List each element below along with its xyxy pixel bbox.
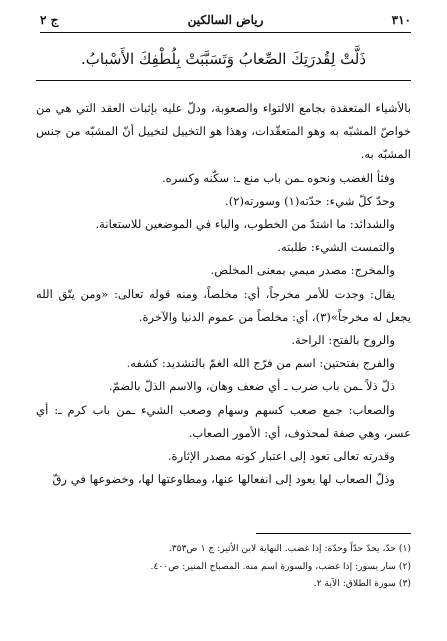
commentary-body bbox=[36, 97, 411, 491]
paragraph: والصعاب: جمع صعب كسهم وسهام وصعب الشيء ـمن باب كرم ـ: أي عسر، وهي صفة لمحذوف، أي: الأمور الصعاب. bbox=[36, 402, 411, 440]
volume-label: ج ٢ bbox=[40, 13, 59, 27]
page-number: ٣١٠ bbox=[391, 13, 411, 27]
paragraph: وحدّ كلّ شيء: حدّته(١) وسورته(٢). bbox=[225, 193, 395, 208]
paragraph: والمخرج: مصدر ميمي بمعنى المخلص. bbox=[210, 263, 395, 278]
paragraph: ذلّ ذلاً ـمن باب ضرب ـ أي ضعف وهان، والاسم الذلّ بالضمّ. bbox=[108, 379, 395, 394]
paragraph: يقال: وجدت للأمر مخرجاً، أي: مخلصاً، ومنه قوله تعالى: «ومن يتّق الله يجعل له مخرجاً»(٣)، أي: مخلصاً من عموم الدنيا والآخرة. bbox=[36, 286, 411, 324]
footnote: (١) حدّ، يحدّ حدّاً وحدّة: إذا غضب. النهاية لابن الأثير: ج ١ ص٣٥٣. bbox=[168, 543, 411, 554]
supplication-verse: ذَلَّتْ لِقُدرَتِكَ الصِّعابُ وَتَسَبَّبَتْ بِلُطْفِكَ الأَسْبابُ. bbox=[80, 50, 367, 68]
verse-divider bbox=[36, 80, 411, 81]
paragraph: والفرج بفتحتين: اسم من فرّج الله الغمّ بالتشديد: كشفه. bbox=[126, 356, 395, 371]
paragraph: وذلّ الصعاب لها يعود إلى انفعالها عنها، ومطاوعتها لها، وخضوعها في رقّ bbox=[52, 472, 395, 487]
paragraph: بالأشياء المتعقدة بجامع الالتواء والصعوبة، ودلّ عليه بإثبات العقد التي هي من خواصّ المشبّه به وهو المتعقّدات، وهذا هو التخييل لتخييل أنّ المشبّه من جنس المشبّه به. bbox=[36, 101, 411, 162]
footnote-divider bbox=[256, 533, 411, 534]
footnote: (٢) سار يسور: إذا غضب، والسورة اسم منه. المصباح المنير: ص٤٠٠. bbox=[150, 560, 411, 572]
paragraph: والروح بالفتح: الراحة. bbox=[291, 333, 395, 348]
paragraph: وقدرته تعالى تعود إلى اعتبار كونه مصدر الإثارة. bbox=[167, 449, 395, 464]
book-title: رياض السالكين bbox=[187, 13, 264, 27]
running-header bbox=[40, 10, 411, 33]
paragraph: والشدائد: ما اشتدّ من الخطوب، والباء في الموضعين للاستعانة. bbox=[95, 217, 395, 232]
footnotes bbox=[36, 540, 411, 593]
footnote: (٣) سورة الطلاق: الآية ٢. bbox=[313, 578, 411, 589]
paragraph: والتمست الشيء: طلبته. bbox=[277, 240, 395, 255]
paragraph: وفثأ الغضب ونحوه ـمن باب منع ـ: سكّنه وكسره. bbox=[161, 170, 395, 185]
